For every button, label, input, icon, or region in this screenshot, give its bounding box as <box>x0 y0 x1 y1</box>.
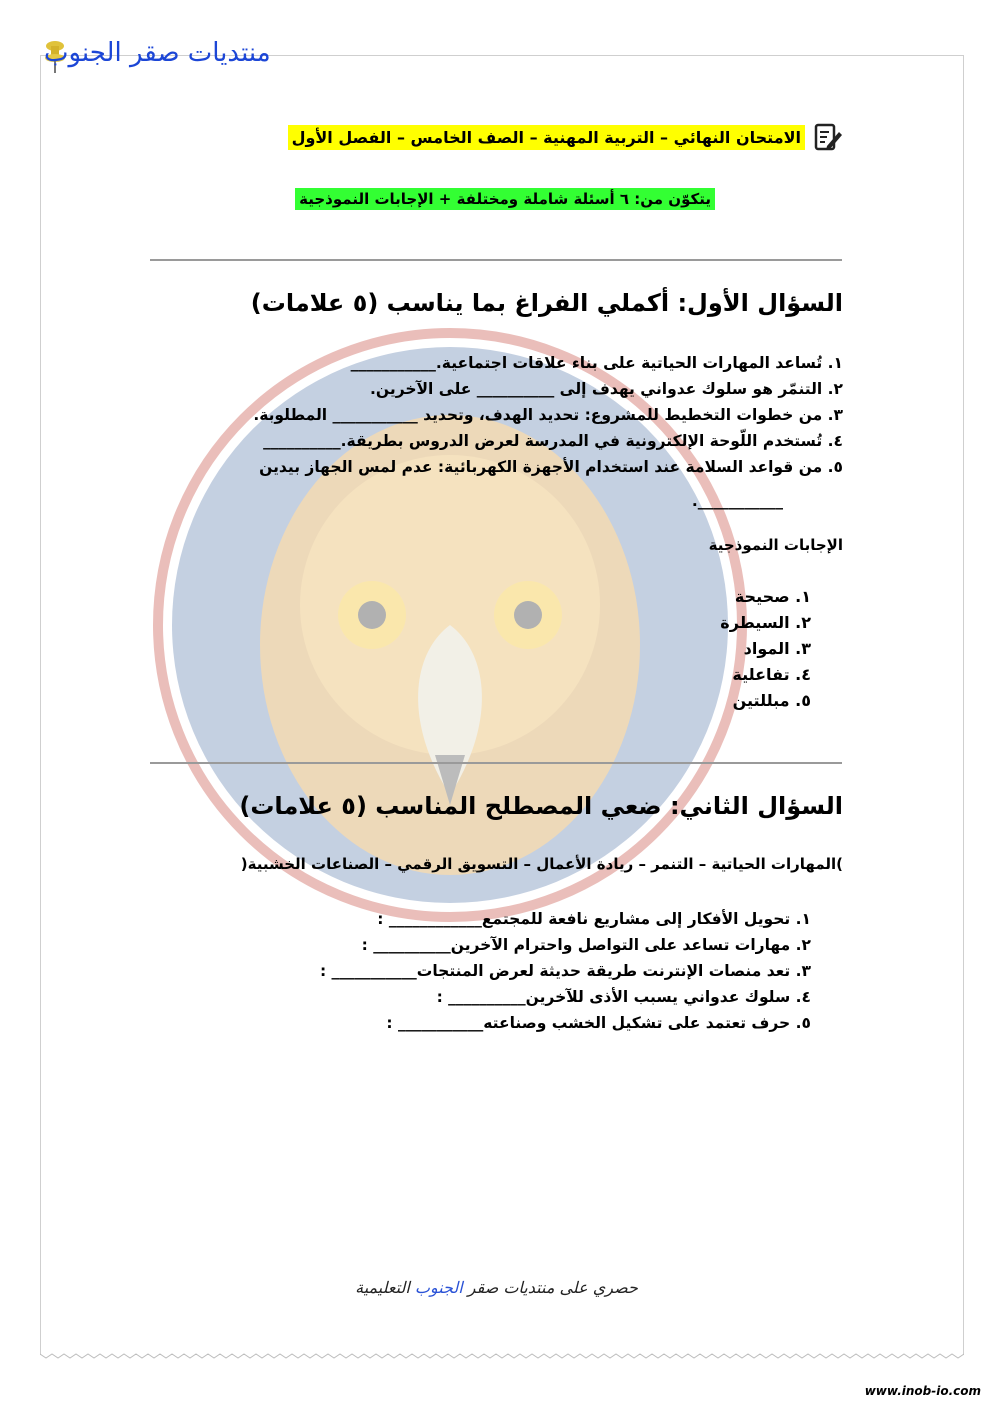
q1-item: ٣. من خطوات التخطيط للمشروع: تحديد الهدف، وتحديد ___________ المطلوبة. <box>253 406 843 424</box>
q2-term-bank: )المهارات الحياتية – التنمر – ريادة الأعمال – التسويق الرقمي – الصناعات الخشبية( <box>240 855 843 873</box>
q1-title: السؤال الأول: أكملي الفراغ بما يناسب (٥ علامات) <box>250 289 843 317</box>
site-title: منتديات صقر الجنوب <box>44 38 271 68</box>
q2-item: ٥. حرف تعتمد على تشكيل الخشب وصناعته___________ : <box>386 1014 811 1032</box>
footer-text-before: حصري على منتديات صقر <box>462 1278 638 1297</box>
exam-title: الامتحان النهائي – التربية المهنية – الصف الخامس – الفصل الأول <box>288 125 805 150</box>
q1-item: ٤. تُستخدم اللّوحة الإلكترونية في المدرسة لعرض الدروس بطريقة.__________ <box>263 432 843 450</box>
divider <box>150 259 842 261</box>
q2-item: ٤. سلوك عدواني يسبب الأذى للآخرين__________ : <box>436 988 811 1006</box>
answer-item: ٣. المواد <box>743 639 811 658</box>
q2-item: ٣. تعد منصات الإنترنت طريقة حديثة لعرض المنتجات___________ : <box>319 962 811 980</box>
answer-item: ٥. مبللتين <box>732 691 811 710</box>
exam-subtitle: يتكوّن من: ٦ أسئلة شاملة ومختلفة + الإجابات النموذجية <box>295 188 715 210</box>
q1-item-continuation: ___________. <box>691 492 783 510</box>
answer-item: ٤. تفاعلية <box>732 665 811 684</box>
exam-header <box>288 122 843 152</box>
footer-highlight: الجنوب <box>414 1278 463 1297</box>
footer-credit <box>0 1278 993 1297</box>
q2-item: ٢. مهارات تساعد على التواصل واحترام الآخرين__________ : <box>361 936 811 954</box>
footer-url[interactable]: www.inob-io.com <box>864 1384 981 1398</box>
q1-item: ٢. التنمّر هو سلوك عدواني يهدف إلى __________ على الآخرين. <box>370 380 843 398</box>
answer-item: ١. صحيحة <box>734 587 811 606</box>
q2-title: السؤال الثاني: ضعي المصطلح المناسب (٥ علامات) <box>239 792 843 820</box>
q1-item: ٥. من قواعد السلامة عند استخدام الأجهزة الكهربائية: عدم لمس الجهاز بيدين <box>259 458 843 476</box>
q1-item: ١. تُساعد المهارات الحياتية على بناء علاقات اجتماعية.___________ <box>350 354 843 372</box>
q1-answers-title: الإجابات النموذجية <box>708 536 843 554</box>
divider <box>150 762 842 764</box>
answer-item: ٢. السيطرة <box>720 613 811 632</box>
document-edit-icon <box>813 122 843 152</box>
footer-text-after: التعليمية <box>355 1278 415 1297</box>
q2-item: ١. تحويل الأفكار إلى مشاريع نافعة للمجتمع____________ : <box>377 910 811 928</box>
page-bottom-border <box>40 1352 964 1360</box>
